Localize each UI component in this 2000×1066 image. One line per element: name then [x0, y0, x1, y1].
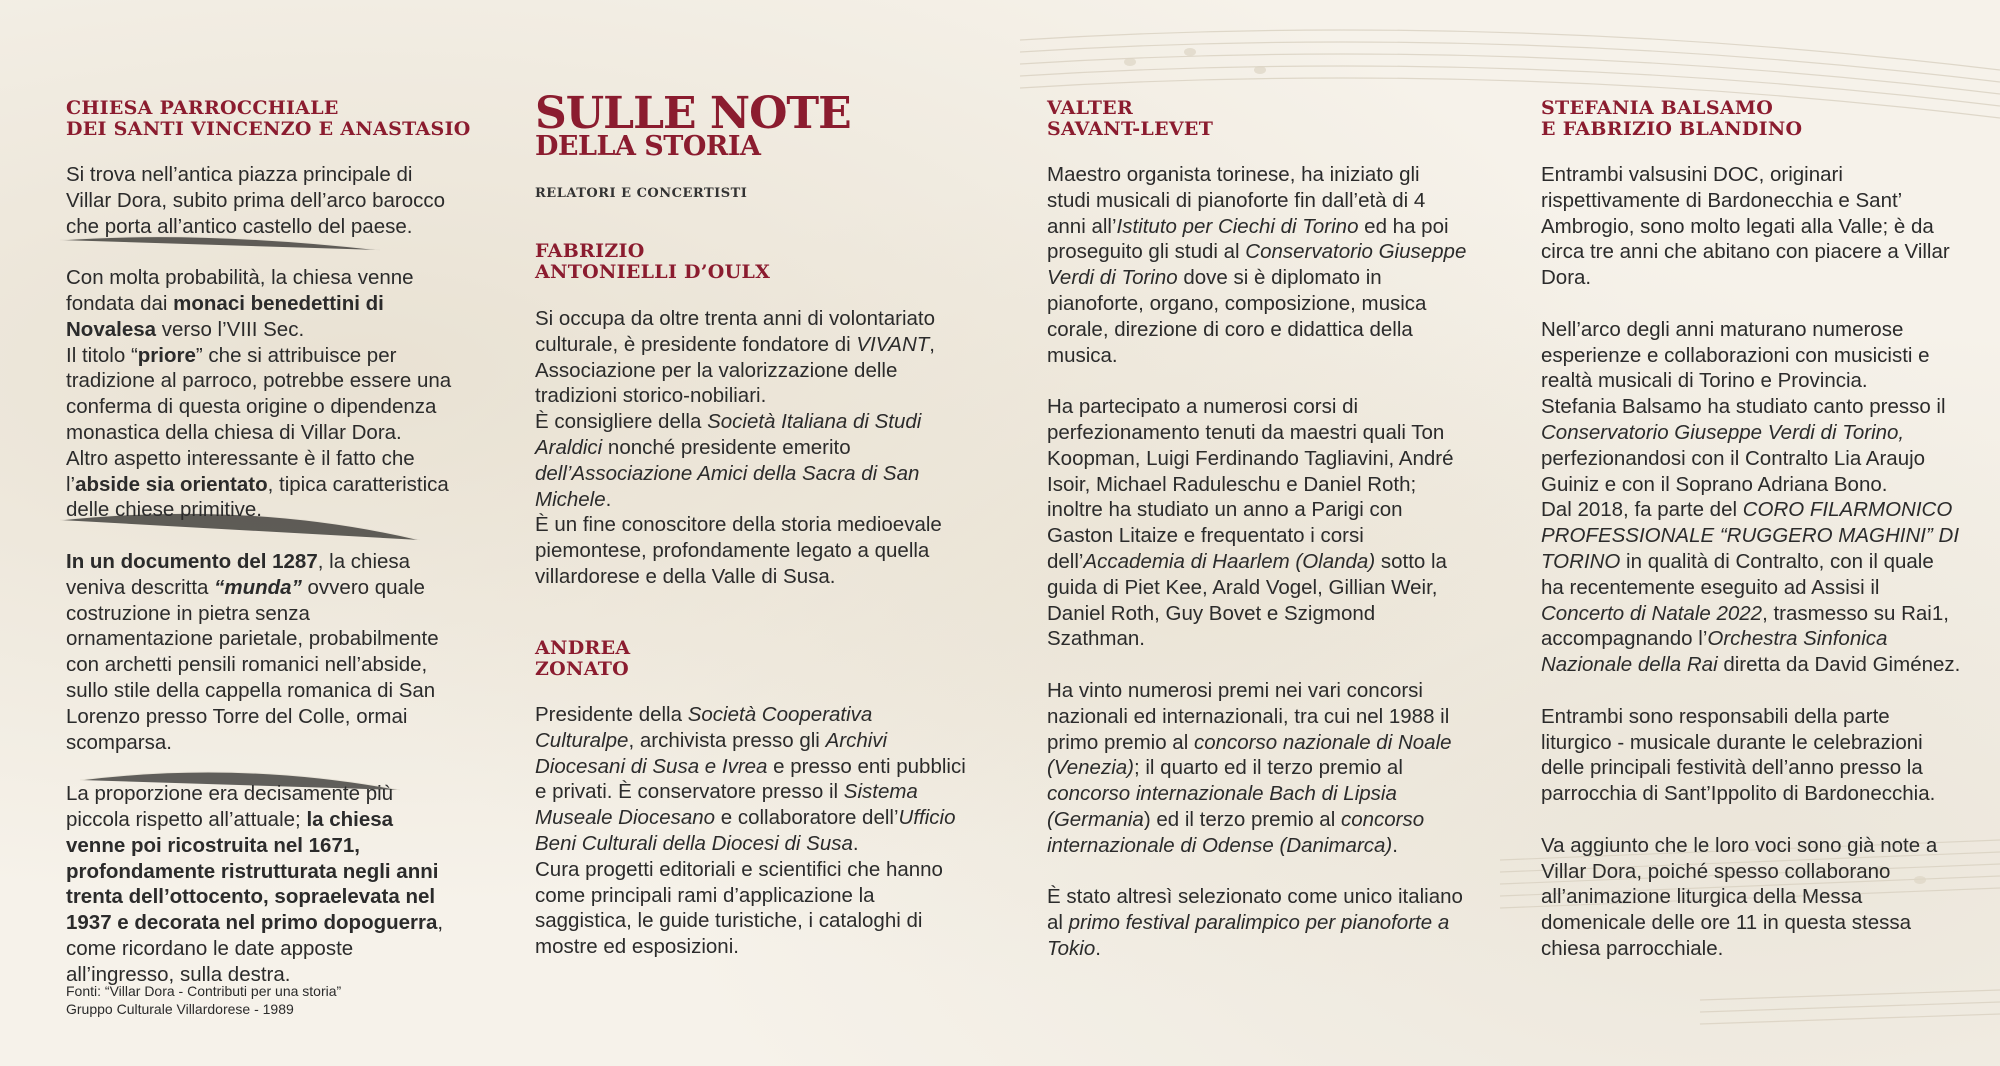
ste-p1: Entrambi valsusini DOC, originari rispettivamente di Bardonecchia e Sant’ Ambrogio, sono molto legati alla Valle; è da circa tre anni che abitano con piacere a Villar Dora. — [1541, 163, 1950, 290]
church-paragraph-2 — [66, 265, 456, 523]
church-p2-a: Con molta probabilità, la chiesa venne fondata dai — [66, 266, 414, 315]
ste-p2-j: Orchestra Sinfonica Nazionale della Rai — [1541, 627, 1888, 677]
and-c: , archivista presso gli — [628, 728, 826, 752]
valter-body — [1047, 162, 1467, 988]
church-p2-b: monaci benedettini di Novalesa — [66, 291, 384, 341]
church-heading-line-1: CHIESA PARROCCHIALE — [66, 97, 339, 119]
valter-heading-line-1: VALTER — [1047, 97, 1134, 119]
fab-h: . — [605, 487, 612, 511]
ste-p2-h: Concerto di Natale 2022 — [1541, 601, 1763, 625]
valter-paragraph-2 — [1047, 394, 1467, 652]
val-p4-b: primo festival paralimpico per pianoforte a Tokio — [1047, 911, 1450, 960]
ste-p2-f: CORO FILARMONICO PROFESSIONALE “RUGGERO MAGHINI” DI TORINO — [1541, 498, 1960, 573]
church-p1-text: Si trova nell’antica piazza principale di Villar Dora, subito prima dell’arco barocco che porta all’antico castello del paese. — [66, 163, 446, 238]
andrea-heading — [535, 638, 630, 680]
ste-p3: Entrambi sono responsabili della parte liturgico - musicale durante le celebrazioni delle principali festività dell’anno presso la parrocchia di Sant’Ippolito di Bardonecchia. — [1541, 704, 1936, 806]
church-p4-c: , come ricordano le date apposte all’ingresso, sulla destra. — [66, 911, 444, 986]
valter-paragraph-4 — [1047, 884, 1467, 961]
page-title: SULLE NOTE — [535, 88, 851, 139]
val-p1-e: dove si è diplomato in pianoforte, organo, composizione, musica corale, direzione di coro e didattica della musica. — [1047, 266, 1427, 367]
and-b: Società Cooperativa Culturalpe — [535, 703, 873, 752]
and-f: Sistema Museale Diocesano — [535, 780, 918, 830]
stefania-heading-line-2: E FABRIZIO BLANDINO — [1541, 118, 1803, 140]
ste-p2-i: , trasmesso su Rai1, accompagnando l’ — [1541, 601, 1949, 651]
ste-p2-g: in qualità di Contralto, con il quale ha recentemente eseguito ad Assisi il — [1541, 549, 1934, 599]
ste-p2-k: diretta da David Giménez. — [1717, 653, 1961, 677]
val-p3-f: concorso internazionale di Odense (Danimarca) — [1047, 807, 1425, 857]
valter-heading-line-2: SAVANT-LEVET — [1047, 118, 1214, 140]
church-p4-b: la chiesa venne poi ricostruita nel 1671, profondamente ristrutturata negli anni trenta dell’ottocento, sopraelevata nel 1937 e decorata nel primo dopoguerra — [66, 807, 439, 935]
page-title-sub: DELLA STORIA — [535, 131, 761, 162]
church-p2-e: priore — [137, 343, 196, 367]
val-p4-a: È stato altresì selezionato come unico italiano al — [1047, 885, 1463, 935]
val-p2-b: Accademia di Haarlem (Olanda) — [1083, 549, 1376, 573]
val-p3-g: . — [1392, 833, 1398, 857]
val-p1-c: ed ha poi proseguito gli studi al — [1047, 214, 1449, 264]
ste-p2-c: Conservatorio Giuseppe Verdi di Torino, — [1541, 420, 1905, 444]
fab-c: , Associazione per la valorizzazione delle tradizioni storico-nobiliari. — [535, 332, 935, 408]
val-p3-a: Ha vinto numerosi premi nei vari concorsi nazionali ed internazionali, tra cui nel 1988 il primo premio al — [1047, 678, 1450, 754]
andrea-paragraph — [535, 702, 975, 960]
val-p3-d: concorso internazionale Bach di Lipsia (Germania — [1047, 782, 1397, 831]
ste-p2-b: Stefania Balsamo ha studiato canto presso il — [1541, 395, 1946, 419]
andrea-heading-line-1: ANDREA — [535, 637, 631, 659]
church-paragraph-1 — [66, 162, 456, 239]
church-p2-f: ” che si attribuisce per tradizione al parroco, potrebbe essere una conferma di questa origine o dipendenza monastica della chiesa di Villar Dora. — [66, 343, 452, 444]
sources-line-2: Gruppo Culturale Villardorese - 1989 — [66, 1001, 294, 1017]
val-p4-c: . — [1095, 936, 1101, 960]
val-p1-a: Maestro organista torinese, ha iniziato gli studi musicali di pianoforte fin dall’età di 4 anni all’ — [1047, 163, 1426, 238]
val-p2-a: Ha partecipato a numerosi corsi di perfezionamento tenuti da maestri quali Ton Koopman, Luigi Ferdinando Tagliavini, André Isoir, Michael Raduleschu e Daniel Roth; inoltre ha studiato un anno a Parigi con Gaston Litaize e frequentato i corsi dell’ — [1047, 395, 1454, 573]
church-p2-c: verso l’VIII Sec. — [156, 317, 305, 341]
and-a: Presidente della — [535, 703, 688, 726]
fabrizio-heading — [535, 241, 770, 283]
val-p3-b: concorso nazionale di Noale (Venezia) — [1047, 730, 1452, 780]
fab-a: Si occupa da oltre trenta anni di volontariato culturale, è presidente fondatore di — [535, 307, 936, 356]
fabrizio-body — [535, 306, 975, 616]
sources-line-1: Fonti: “Villar Dora - Contributi per una storia” — [66, 983, 342, 999]
fab-d: È consigliere della — [535, 410, 708, 434]
andrea-body — [535, 702, 975, 986]
val-p1-b: Istituto per Ciechi di Torino — [1116, 214, 1359, 238]
church-paragraph-4 — [66, 781, 456, 987]
stefania-paragraph-3 — [1541, 704, 1961, 807]
church-p3-d: ovvero quale costruzione in pietra senza ornamentazione parietale, probabilmente con archetti pensili romanici nell’abside, sullo stile della cappella romanica di San Lorenzo presso Torre del Colle, ormai scomparsa. — [66, 575, 439, 754]
church-heading-line-2: DEI SANTI VINCENZO E ANASTASIO — [66, 118, 471, 140]
and-g: e collaboratore dell’ — [715, 806, 899, 830]
fab-f: nonché presidente emerito — [602, 435, 851, 459]
stefania-paragraph-4 — [1541, 833, 1961, 962]
church-p2-h: abside sia orientato — [75, 472, 268, 496]
fab-g: dell’Associazione Amici della Sacra di San Michele — [535, 461, 920, 511]
church-p3-b: , la chiesa veniva descritta — [66, 549, 411, 599]
stefania-paragraph-1 — [1541, 162, 1961, 291]
sources-note — [66, 982, 466, 1018]
ste-p2-a: Nell’arco degli anni maturano numerose esperienze e collaborazioni con musicisti e realtà musicali di Torino e Provincia. — [1541, 317, 1930, 393]
ste-p2-d: perfezionandosi con il Contralto Lia Araujo Guiniz e con il Soprano Adriana Bono. — [1541, 446, 1926, 496]
val-p3-c: ; il quarto ed il terzo premio al — [1133, 756, 1403, 780]
church-p2-i: , tipica caratteristica delle chiese primitive. — [66, 472, 449, 522]
stefania-paragraph-2 — [1541, 317, 1961, 678]
stefania-heading — [1541, 98, 1802, 140]
val-p1-d: Conservatorio Giuseppe Verdi di Torino — [1047, 240, 1467, 290]
valter-paragraph-3 — [1047, 678, 1467, 859]
fabrizio-heading-line-2: ANTONIELLI D’OULX — [535, 261, 771, 283]
church-body — [66, 162, 456, 1013]
fab-e: Società Italiana di Studi Araldici — [535, 410, 922, 459]
valter-heading — [1047, 98, 1213, 140]
church-heading — [66, 98, 471, 140]
ste-p4: Va aggiunto che le loro voci sono già note a Villar Dora, poiché spesso collaborano all’animazione liturgica della Messa domenicale delle ore 11 in questa stessa chiesa parrocchiale. — [1541, 833, 1938, 960]
church-p3-c: “munda” — [214, 575, 302, 599]
ste-p2-e: Dal 2018, fa parte del — [1541, 498, 1743, 522]
page-subtitle: RELATORI E CONCERTISTI — [535, 186, 748, 201]
val-p3-e: ) ed il terzo premio al — [1143, 807, 1341, 831]
stefania-heading-line-1: STEFANIA BALSAMO — [1541, 97, 1774, 119]
fab-b: VIVANT — [856, 332, 930, 356]
church-paragraph-3 — [66, 549, 456, 755]
and-i: . — [852, 831, 859, 855]
church-p3-a: In un documento del 1287 — [66, 549, 318, 573]
fabrizio-heading-line-1: FABRIZIO — [535, 240, 645, 262]
and-h: Ufficio Beni Culturali della Diocesi di Susa — [535, 806, 956, 855]
andrea-heading-line-2: ZONATO — [535, 658, 629, 680]
church-p2-g: Altro aspetto interessante è il fatto che l’ — [66, 446, 415, 496]
and-e: e presso enti pubblici e privati. È conservatore presso il — [535, 754, 966, 804]
valter-paragraph-1 — [1047, 162, 1467, 368]
stefania-body — [1541, 162, 1961, 988]
and-j: Cura progetti editoriali e scientifici che hanno come principali rami d’applicazione la saggistica, le guide turistiche, i cataloghi di mostre ed esposizioni. — [535, 857, 943, 959]
and-d: Archivi Diocesani di Susa e Ivrea — [535, 728, 888, 778]
fab-i: È un fine conoscitore della storia medioevale piemontese, profondamente legato a quella villardorese e della Valle di Susa. — [535, 513, 942, 588]
fabrizio-paragraph — [535, 306, 975, 590]
val-p2-c: sotto la guida di Piet Kee, Arald Vogel, Gillian Weir, Daniel Roth, Guy Bovet e Szigmond Szathman. — [1047, 549, 1447, 651]
church-p2-d: Il titolo “ — [66, 343, 138, 367]
church-p4-a: La proporzione era decisamente più piccola rispetto all’attuale; — [66, 782, 394, 831]
